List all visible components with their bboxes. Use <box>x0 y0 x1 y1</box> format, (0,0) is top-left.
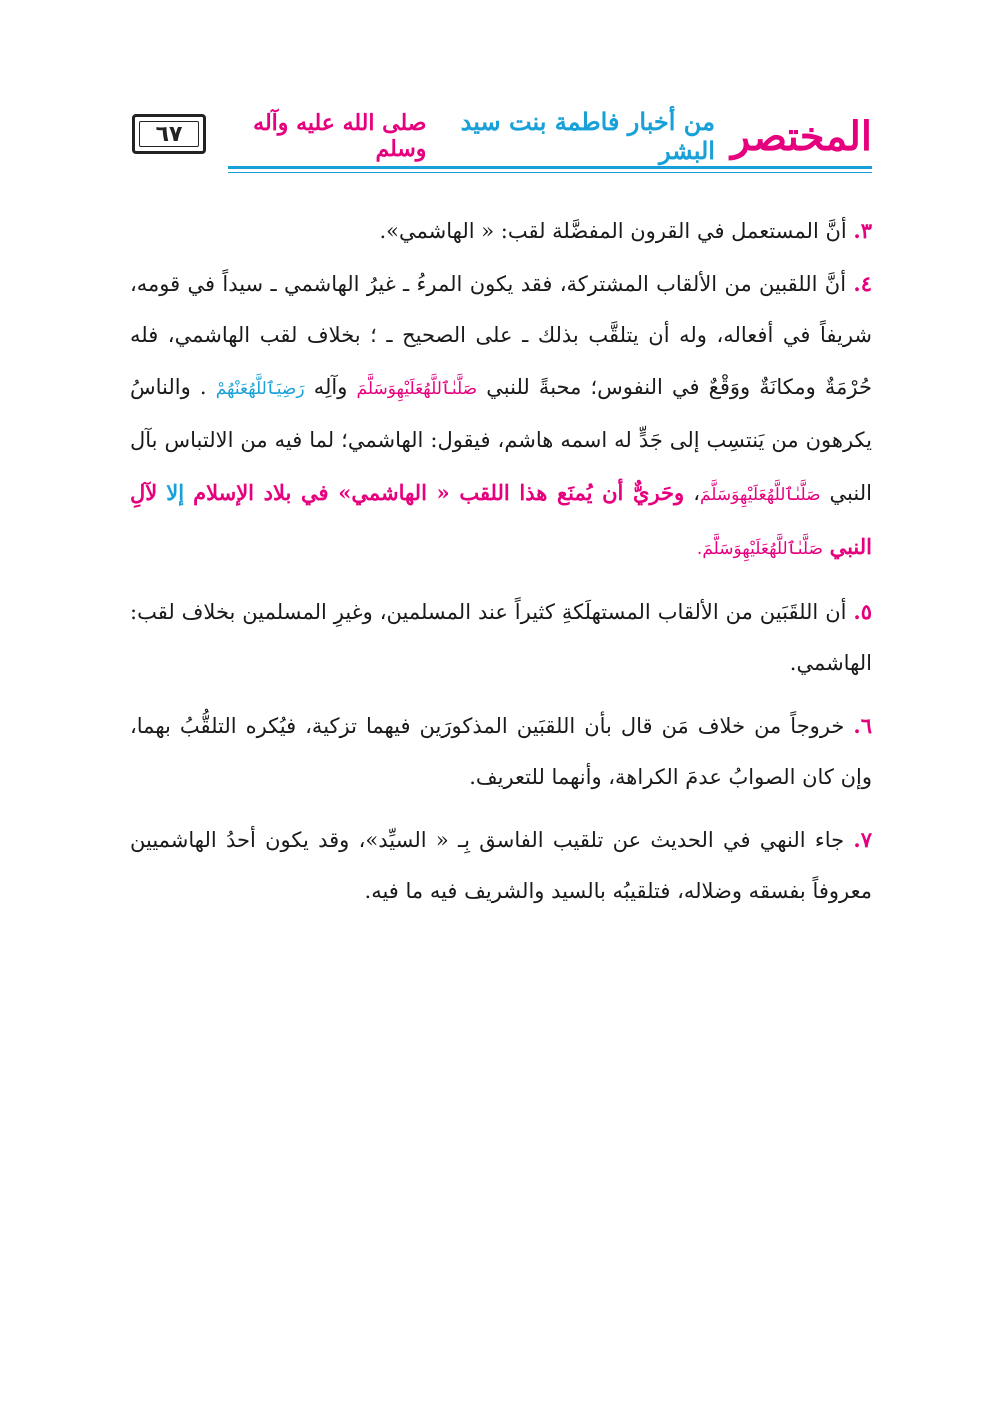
book-title <box>228 106 872 166</box>
item-text: خروجاً من خلاف مَن قال بأن اللقبَين المذكورَين فيهما تزكية، فيُكره التلقُّبُ بهما، وإن كان الصوابُ عدمَ الكراهة، وأنهما للتعريف. <box>130 713 872 789</box>
item-3 <box>130 205 872 258</box>
page-body <box>130 205 872 918</box>
item-6 <box>130 700 872 804</box>
title-subtitle: من أخبار فاطمة بنت سيد البشر <box>460 107 715 165</box>
salawat-glyph: صَلَّىٰٱللَّهُعَلَيْهِوَسَلَّمَ <box>356 378 478 399</box>
item-5 <box>130 586 872 690</box>
salawat-glyph: صَلَّىٰٱللَّهُعَلَيْهِوَسَلَّمَ <box>699 484 821 505</box>
header-rule <box>228 166 872 169</box>
item-text: . <box>696 539 703 559</box>
page-number: ٦٧ <box>155 121 183 147</box>
item-text: أنَّ المستعمل في القرون المفضَّلة لقب: « الهاشمي». <box>379 219 847 243</box>
item-text: . والناسُ يكرهون من يَنتسِب إلى جَدٍّ له اسمه هاشم، فيقول: الهاشمي؛ لما فيه من الالتباس بآل النبي <box>130 374 872 505</box>
item-number: ٣. <box>853 218 872 243</box>
title-main: المختصر <box>730 112 872 160</box>
item-number: ٧. <box>853 826 872 852</box>
page-header <box>132 106 872 176</box>
highlighted-text: وحَريٌّ أن يُمنَع هذا اللقب « الهاشمي» في بلاد الإسلام <box>193 479 685 505</box>
item-number: ٥. <box>853 598 872 624</box>
item-text: جاء النهي في الحديث عن تلقيب الفاسق بِـ « السيِّد»، وقد يكون أحدُ الهاشميين معروفاً بفسقه وضلاله، فتلقيبُه بالسيد والشريف فيه ما فيه. <box>130 827 872 903</box>
item-7 <box>130 814 872 918</box>
page-number-box <box>132 114 206 154</box>
highlighted-text: لآلِ النبي <box>130 479 872 559</box>
title-salutation: صلى الله عليه وآله وسلم <box>253 110 427 162</box>
item-text: وآلِه <box>313 374 348 399</box>
item-number: ٦. <box>853 712 872 738</box>
item-number: ٤. <box>853 270 872 296</box>
header-rule-thin <box>228 172 872 173</box>
item-4 <box>130 258 872 576</box>
radi-allahu-glyph: رَضِيَٱللَّهُعَنْهُمْ <box>215 378 305 399</box>
item-text: أنَّ اللقبين من الألقاب المشتركة، فقد يكون المرءُ ـ غيرُ الهاشمي ـ سيداً في قومه، شريفاً في أفعاله، وله أن يتلقَّب بذلك ـ على الصحيح ـ ؛ بخلاف لقب الهاشمي، فله حُرْمَةٌ ومكانَةٌ ووَقْعٌ في النفوس؛ محبةً للنبي <box>130 271 872 399</box>
item-text: أن اللقَبَين من الألقاب المستهلَكةِ كثيراً عند المسلمين، وغيرِ المسلمين بخلاف لقب: الهاشمي. <box>130 599 872 675</box>
salawat-glyph: صَلَّىٰٱللَّهُعَلَيْهِوَسَلَّمَ <box>702 539 823 559</box>
item-text: ، <box>693 480 700 505</box>
highlighted-text-blue: إلا <box>166 479 185 505</box>
